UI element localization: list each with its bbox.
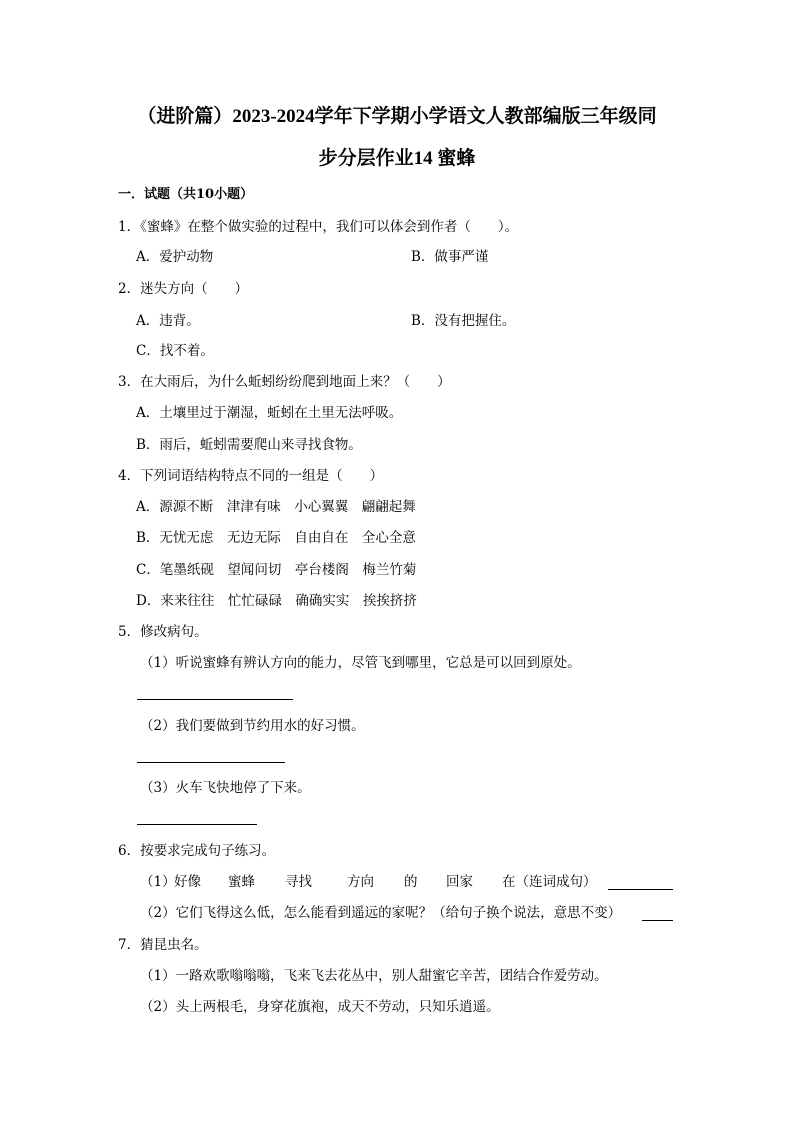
question-5-sentence-1: （1）听说蜜蜂有辨认方向的能力，尽管飞到哪里，它总是可以回到原处。 (140, 655, 581, 671)
question-6-word: 方向 (347, 874, 374, 890)
question-2-option-a: A．违背。 (136, 313, 200, 329)
question-4-option-b: B．无忧无虑 无边无际 自由自在 全心全意 (136, 530, 416, 546)
question-6-answer-blank-2[interactable] (642, 920, 673, 921)
question-2-option-c: C．找不着。 (136, 343, 214, 359)
question-4-option-a: A．源源不断 津津有味 小心翼翼 翩翩起舞 (136, 499, 416, 515)
question-6-word: 回家 (446, 874, 473, 890)
question-5-stem: 5．修改病句。 (118, 624, 208, 640)
section-heading: 一．试题（共10小题） (118, 187, 254, 202)
question-5-answer-blank-1[interactable] (137, 699, 293, 700)
question-1-option-a: A．爱护动物 (136, 249, 214, 265)
question-3-option-b: B．雨后，蚯蚓需要爬山来寻找食物。 (136, 437, 362, 453)
question-6-word: 的 (404, 874, 418, 890)
question-4-stem: 4．下列词语结构特点不同的一组是（ ） (118, 468, 384, 484)
question-7-riddle-1: （1）一路欢歌嗡嗡嗡，飞来飞去花丛中，别人甜蜜它辛苦，团结合作爱劳动。 (140, 968, 608, 984)
question-6-answer-blank-1[interactable] (608, 889, 673, 890)
question-6-word: 好像 (174, 874, 201, 890)
question-6-sentence-1-prefix: （1） (140, 874, 176, 890)
question-6-stem: 6．按要求完成句子练习。 (118, 843, 276, 859)
question-3-stem: 3．在大雨后，为什么蚯蚓纷纷爬到地面上来？（ ） (118, 374, 451, 390)
question-2-option-b: B．没有把握住。 (411, 313, 516, 329)
question-1-option-b: B．做事严谨 (411, 249, 489, 265)
question-6-sentence-2: （2）它们飞得这么低，怎么能看到遥远的家呢？（给句子换个说法，意思不变） (140, 905, 622, 921)
document-title-line-1: （进阶篇）2023-2024学年下学期小学语文人教部编版三年级同 (137, 106, 657, 127)
question-4-option-c: C．笔墨纸砚 望闻问切 亭台楼阁 梅兰竹菊 (136, 562, 417, 578)
question-7-riddle-2: （2）头上两根毛，身穿花旗袍，成天不劳动，只知乐逍遥。 (140, 999, 500, 1015)
question-6-word: 寻找 (285, 874, 312, 890)
question-7-stem: 7．猜昆虫名。 (118, 937, 208, 953)
document-title-line-2: 步分层作业14 蜜蜂 (318, 148, 476, 169)
question-5-answer-blank-3[interactable] (137, 824, 257, 825)
question-2-stem: 2．迷失方向（ ） (118, 281, 249, 297)
question-1-stem: 1．《蜜蜂》在整个做实验的过程中，我们可以体会到作者（ ）。 (118, 219, 519, 235)
question-5-sentence-3: （3）火车飞快地停了下来。 (140, 780, 311, 796)
question-6-word: 蜜蜂 (228, 874, 255, 890)
question-6-word: 在（连词成句） (502, 874, 597, 890)
question-5-answer-blank-2[interactable] (137, 762, 285, 763)
question-4-option-d: D．来来往往 忙忙碌碌 确确实实 挨挨挤挤 (136, 593, 417, 609)
question-3-option-a: A．土壤里过于潮湿，蚯蚓在土里无法呼吸。 (136, 405, 403, 421)
question-5-sentence-2: （2）我们要做到节约用水的好习惯。 (140, 718, 365, 734)
